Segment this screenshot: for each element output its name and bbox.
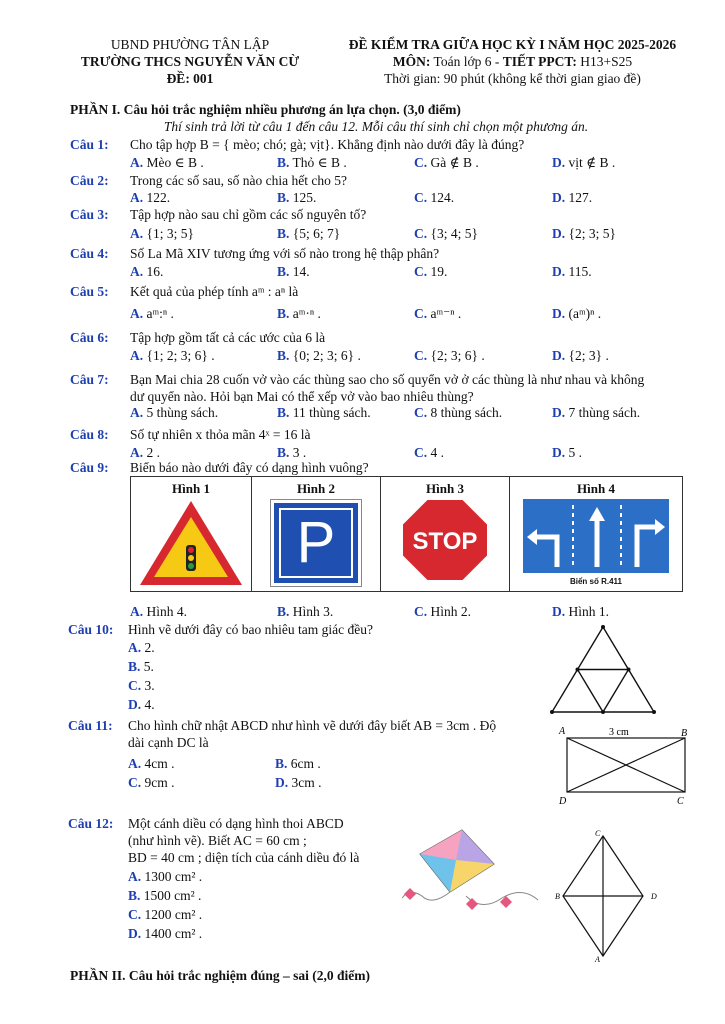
exam-code: ĐỀ: 001	[166, 71, 214, 86]
answer-option-letter: A.	[128, 869, 142, 884]
answer-option-letter: C.	[414, 190, 428, 205]
answer-option[interactable]	[552, 405, 640, 421]
rhombus-label-d: D	[651, 892, 657, 901]
answer-option-text: 1400 cm² .	[144, 926, 203, 941]
answer-option-letter: D.	[552, 445, 566, 460]
rect-label-d: D	[559, 796, 567, 807]
traffic-signs-table	[130, 476, 683, 592]
answer-option-letter: C.	[128, 775, 142, 790]
sign-cell-2	[252, 477, 381, 592]
answer-option-letter: A.	[130, 306, 144, 321]
answer-option-text: aᵐ⁻ⁿ .	[430, 306, 462, 321]
question-text: dư quyển nào. Hỏi bạn Mai có thể xếp vở vào bao nhiêu thùng?	[130, 389, 474, 404]
question-text: Tập hợp nào sau chỉ gồm các số nguyên tố?	[130, 207, 367, 222]
answer-option-text: aᵐ·ⁿ .	[292, 306, 321, 321]
answer-option-letter: A.	[130, 405, 144, 420]
stop-text: STOP	[412, 528, 478, 555]
part1-title: PHẦN I. Câu hỏi trắc nghiệm nhiều phương án lựa chọn. (3,0 điểm)	[70, 102, 461, 117]
subject-label: MÔN:	[392, 54, 431, 69]
question-text: dài cạnh DC là	[128, 735, 209, 750]
answer-option[interactable]	[128, 775, 175, 791]
answer-option-letter: D.	[552, 190, 566, 205]
answer-option-text: 124.	[430, 190, 455, 205]
question-text: Cho hình chữ nhật ABCD như hình vẽ dưới đây biết AB = 3cm . Độ	[128, 718, 497, 733]
answer-option-text: 5 thùng sách.	[146, 405, 219, 420]
answer-option[interactable]	[414, 306, 461, 322]
answer-option-letter: B.	[277, 264, 290, 279]
answer-option-text: 2.	[144, 640, 155, 655]
answer-option[interactable]	[130, 405, 218, 421]
answer-option[interactable]	[552, 155, 615, 171]
rect-label-b: B	[681, 728, 688, 739]
answer-option-text: 125.	[292, 190, 317, 205]
answer-option-text: 11 thùng sách.	[292, 405, 371, 420]
parking-letter: P	[279, 508, 353, 578]
question-text: Số tự nhiên x thỏa mãn 4ˣ = 16 là	[130, 427, 311, 442]
answer-option-letter: A.	[130, 604, 144, 619]
answer-option-text: {3; 4; 5}	[430, 226, 478, 241]
answer-option-letter: B.	[275, 756, 288, 771]
sign-cell-3	[381, 477, 510, 592]
answer-option[interactable]	[128, 888, 201, 904]
answer-option-text: Hình 4.	[146, 604, 187, 619]
answer-option[interactable]	[130, 155, 204, 171]
ppct-label: TIẾT PPCT:	[502, 54, 577, 69]
answer-option[interactable]	[552, 264, 592, 280]
answer-option[interactable]	[552, 445, 582, 461]
answer-option-text: (aᵐ)ⁿ .	[568, 306, 602, 321]
rhombus-label-b: B	[555, 892, 560, 901]
question-text: Hình vẽ dưới đây có bao nhiêu tam giác đều?	[128, 622, 374, 637]
question-text: (như hình vẽ). Biết AC = 60 cm ;	[128, 833, 307, 848]
sign-heading-4: Hình 4	[577, 481, 615, 496]
answer-option-text: Gà ∉ B .	[430, 155, 479, 170]
answer-option-letter: B.	[277, 348, 290, 363]
answer-option-text: {2; 3; 6} .	[430, 348, 485, 363]
answer-option-letter: C.	[128, 907, 142, 922]
answer-option[interactable]	[130, 306, 174, 322]
question-text: Biển báo nào dưới đây có dạng hình vuông?	[130, 460, 369, 475]
answer-option[interactable]	[130, 348, 215, 364]
rectangle-abcd-figure	[555, 724, 695, 808]
rect-label-c: C	[677, 796, 684, 807]
question-label: Câu 11:	[68, 718, 113, 733]
answer-option-text: 122.	[146, 190, 171, 205]
answer-option-text: {2; 3; 5}	[568, 226, 616, 241]
question-text: Kết quả của phép tính aᵐ : aⁿ là	[130, 284, 299, 299]
answer-option-text: 19.	[430, 264, 448, 279]
answer-option-text: Mèo ∈ B .	[146, 155, 204, 170]
answer-option-letter: D.	[552, 348, 566, 363]
answer-option[interactable]	[414, 226, 478, 242]
answer-option-letter: B.	[277, 445, 290, 460]
answer-option-text: 3cm .	[291, 775, 322, 790]
answer-option[interactable]	[275, 756, 321, 772]
answer-option-letter: C.	[414, 445, 428, 460]
school-name: TRƯỜNG THCS NGUYỄN VĂN CỪ	[80, 54, 300, 69]
question-text: Cho tập hợp B = { mèo; chó; gà; vịt}. Khẳng định nào dưới đây là đúng?	[130, 137, 525, 152]
question-text: BD = 40 cm ; diện tích của cánh diều đó là	[128, 850, 360, 865]
part2-title: PHẦN II. Câu hỏi trắc nghiệm đúng – sai (2,0 điểm)	[70, 968, 371, 983]
answer-option[interactable]	[552, 348, 609, 364]
answer-option-text: {1; 2; 3; 6} .	[146, 348, 215, 363]
answer-option[interactable]	[130, 604, 187, 620]
answer-option-letter: D.	[128, 697, 142, 712]
answer-option-letter: C.	[414, 405, 428, 420]
answer-option[interactable]	[414, 190, 454, 206]
lane-direction-sign-icon	[521, 497, 671, 575]
answer-option-text: vịt ∉ B .	[568, 155, 616, 170]
answer-option-letter: B.	[277, 226, 290, 241]
answer-option-text: 3 .	[292, 445, 307, 460]
answer-option[interactable]	[128, 697, 155, 713]
answer-option-letter: A.	[128, 640, 142, 655]
kite-picture-icon	[402, 826, 540, 918]
rect-ab-length: 3 cm	[609, 727, 629, 738]
answer-option[interactable]	[128, 678, 155, 694]
subject-line	[330, 53, 695, 70]
answer-option[interactable]	[414, 445, 444, 461]
rhombus-label-c: C	[595, 829, 601, 838]
answer-option-letter: C.	[414, 604, 428, 619]
answer-option-letter: B.	[128, 659, 141, 674]
answer-option[interactable]	[414, 155, 479, 171]
exam-duration: Thời gian: 90 phút (không kể thời gian giao đề)	[384, 71, 641, 86]
answer-option[interactable]	[128, 640, 155, 656]
sign-cell-4	[510, 477, 683, 592]
answer-option-letter: B.	[277, 405, 290, 420]
answer-option-text: {1; 3; 5}	[146, 226, 194, 241]
answer-option-text: 8 thùng sách.	[430, 405, 503, 420]
question-label: Câu 8:	[70, 427, 109, 442]
rhombus-label-a: A	[595, 955, 600, 964]
answer-option-text: aᵐ:ⁿ .	[146, 306, 174, 321]
answer-option-text: 115.	[568, 264, 592, 279]
question-label: Câu 2:	[70, 173, 109, 188]
answer-option-text: 4.	[144, 697, 155, 712]
answer-option-text: 5 .	[568, 445, 582, 460]
answer-option-letter: B.	[128, 888, 141, 903]
answer-option-letter: A.	[130, 190, 144, 205]
answer-option-text: 5.	[143, 659, 154, 674]
answer-option-letter: D.	[552, 226, 566, 241]
answer-option-letter: C.	[128, 678, 142, 693]
answer-option[interactable]	[130, 264, 163, 280]
part1-instruction	[70, 119, 682, 135]
answer-option-text: {5; 6; 7}	[292, 226, 341, 241]
answer-option[interactable]	[128, 907, 202, 923]
question-text: Tập hợp gồm tất cả các ước của 6 là	[130, 330, 326, 345]
school-district: UBND PHƯỜNG TÂN LẬP	[110, 37, 270, 52]
answer-option-letter: D.	[552, 306, 566, 321]
question-text: Một cánh diều có dạng hình thoi ABCD	[128, 816, 344, 831]
sign-heading-1: Hình 1	[172, 481, 210, 496]
question-label: Câu 10:	[68, 622, 114, 637]
rhombus-abcd-figure	[555, 828, 665, 964]
subject-name: Toán lớp 6 -	[430, 54, 503, 69]
question-label: Câu 7:	[70, 372, 109, 387]
answer-option[interactable]	[277, 348, 361, 364]
answer-option-text: 1300 cm² .	[144, 869, 203, 884]
answer-option-letter: D.	[275, 775, 289, 790]
answer-option-letter: D.	[552, 405, 566, 420]
question-label: Câu 5:	[70, 284, 109, 299]
answer-option[interactable]	[552, 306, 601, 322]
answer-option-letter: D.	[552, 155, 566, 170]
rect-label-a: A	[559, 726, 566, 737]
question-text: Bạn Mai chia 28 cuốn vở vào các thùng sao cho số quyển vở ở các thùng là như nhau và không	[130, 372, 645, 387]
answer-option[interactable]	[275, 775, 322, 791]
answer-option-letter: A.	[130, 445, 144, 460]
answer-option-text: 9cm .	[144, 775, 175, 790]
answer-option-letter: C.	[414, 155, 428, 170]
parking-sign-icon	[271, 500, 361, 586]
sign-heading-2: Hình 2	[297, 481, 335, 496]
answer-option[interactable]	[130, 226, 194, 242]
sign-heading-3: Hình 3	[426, 481, 464, 496]
exam-title: ĐỀ KIỂM TRA GIỮA HỌC KỲ I NĂM HỌC 2025-2026	[348, 37, 677, 52]
question-label: Câu 3:	[70, 207, 109, 222]
answer-option-letter: A.	[130, 226, 144, 241]
stop-sign-icon	[400, 497, 490, 583]
answer-option[interactable]	[128, 869, 202, 885]
answer-option-letter: A.	[130, 264, 144, 279]
answer-option[interactable]	[277, 306, 321, 322]
answer-option-letter: B.	[277, 155, 290, 170]
answer-option-text: 1500 cm² .	[143, 888, 202, 903]
question-text: Trong các số sau, số nào chia hết cho 5?	[130, 173, 347, 188]
question-label: Câu 4:	[70, 246, 109, 261]
answer-option-letter: B.	[277, 604, 290, 619]
answer-option-letter: D.	[128, 926, 142, 941]
answer-option[interactable]	[414, 264, 447, 280]
answer-option-text: Hình 2.	[430, 604, 471, 619]
answer-option-text: 1200 cm² .	[144, 907, 203, 922]
answer-option[interactable]	[277, 604, 333, 620]
answer-option[interactable]	[414, 348, 485, 364]
answer-option-letter: B.	[277, 190, 290, 205]
answer-option-letter: C.	[414, 306, 428, 321]
question-text: Số La Mã XIV tương ứng với số nào trong hệ thập phân?	[130, 246, 440, 261]
answer-option-text: Hình 1.	[568, 604, 609, 619]
answer-option-text: 127.	[568, 190, 593, 205]
answer-option[interactable]	[277, 190, 316, 206]
warning-triangle-sign-icon	[136, 497, 246, 587]
sign-code: Biển số R.411	[569, 577, 623, 586]
answer-option-letter: D.	[552, 604, 566, 619]
answer-option[interactable]	[277, 155, 347, 171]
answer-option[interactable]	[130, 190, 170, 206]
answer-option[interactable]	[414, 604, 471, 620]
answer-option-text: 2 .	[146, 445, 160, 460]
equilateral-triangles-figure	[548, 624, 658, 716]
answer-option[interactable]	[277, 226, 340, 242]
answer-option-text: {2; 3} .	[568, 348, 609, 363]
sign-cell-1	[131, 477, 252, 592]
answer-option-text: 14.	[292, 264, 310, 279]
answer-option-letter: D.	[552, 264, 566, 279]
answer-option-text: Hình 3.	[292, 604, 334, 619]
answer-option-letter: C.	[414, 264, 428, 279]
answer-option[interactable]	[130, 445, 160, 461]
answer-option[interactable]	[277, 445, 306, 461]
answer-option[interactable]	[552, 604, 609, 620]
answer-option[interactable]	[552, 226, 616, 242]
answer-option-letter: A.	[130, 348, 144, 363]
answer-option-text: 3.	[144, 678, 155, 693]
question-label: Câu 9:	[70, 460, 109, 475]
answer-option[interactable]	[128, 756, 175, 772]
answer-option-text: 4 .	[430, 445, 444, 460]
answer-option-text: 6cm .	[290, 756, 321, 771]
answer-option-text: 7 thùng sách.	[568, 405, 641, 420]
answer-option-text: Thỏ ∈ B .	[292, 155, 347, 170]
answer-option-letter: B.	[277, 306, 290, 321]
answer-option-text: 4cm .	[144, 756, 175, 771]
answer-option-letter: A.	[128, 756, 142, 771]
answer-option[interactable]	[277, 264, 310, 280]
ppct-value: H13+S25	[576, 54, 633, 69]
answer-option-text: {0; 2; 3; 6} .	[292, 348, 361, 363]
answer-option[interactable]	[128, 926, 202, 942]
answer-option-text: 16.	[146, 264, 164, 279]
question-label: Câu 6:	[70, 330, 109, 345]
answer-option[interactable]	[277, 405, 371, 421]
answer-option[interactable]	[128, 659, 154, 675]
question-label: Câu 1:	[70, 137, 109, 152]
answer-option-letter: A.	[130, 155, 144, 170]
answer-option[interactable]	[414, 405, 502, 421]
part1-instruction-text: Thí sinh trả lời từ câu 1 đến câu 12. Mỗi câu thí sinh chỉ chọn một phương án.	[163, 119, 589, 134]
answer-option-letter: C.	[414, 348, 428, 363]
question-label: Câu 12:	[68, 816, 114, 831]
answer-option[interactable]	[552, 190, 592, 206]
answer-option-letter: C.	[414, 226, 428, 241]
